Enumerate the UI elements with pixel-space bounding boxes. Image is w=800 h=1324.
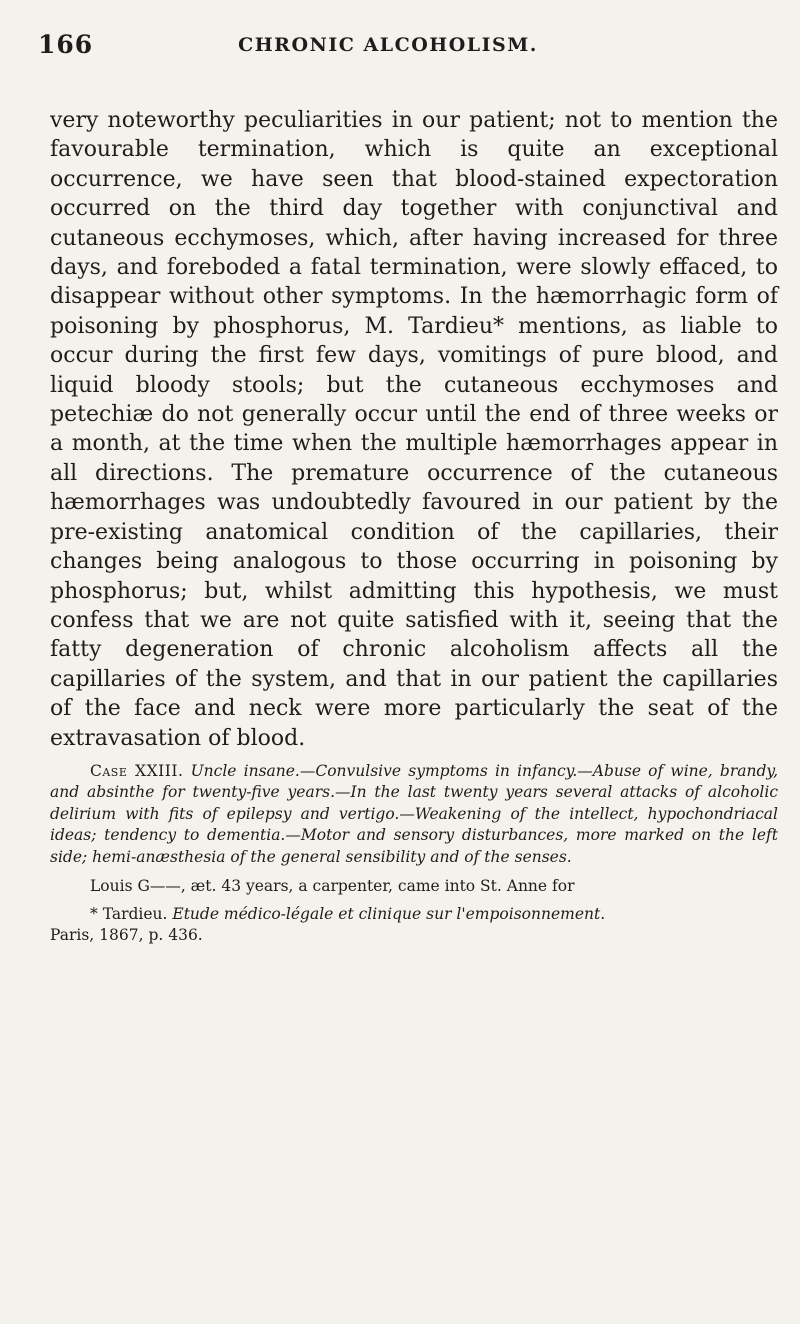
footnote-entry [50, 904, 778, 946]
case-heading [50, 761, 778, 869]
running-title: CHRONIC ALCOHOLISM. [238, 34, 538, 56]
case-report [50, 761, 778, 898]
footnote-citation: Paris, 1867, p. 436. [50, 925, 203, 944]
footnote-author: Tardieu. [102, 904, 168, 923]
case-label: Case XXIII. [90, 761, 184, 780]
footnote-marker: * [90, 904, 98, 923]
footnote [50, 904, 778, 946]
book-page [38, 30, 778, 946]
footnote-work: Etude médico-légale et clinique sur l'empoisonnement. [172, 904, 606, 923]
page-number: 166 [38, 30, 94, 59]
case-title: Uncle insane.—Convulsive symptoms in infancy.—Abuse of wine, brandy, and absinthe for twenty-five years.—In the last twenty years several attacks of alcoholic delirium with fits of epilepsy and vertigo.—Weakening of the intellect, hypochondriacal ideas; tendency to dementia.—Motor and sensory disturbances, more marked on the left side; hemi-anæsthesia of the general sensibility and of the senses. [50, 761, 779, 866]
page-header [38, 30, 778, 70]
body-text [50, 106, 778, 753]
case-text: Louis G——, æt. 43 years, a carpenter, came into St. Anne for [90, 877, 575, 896]
body-paragraph: very noteworthy peculiarities in our patient; not to mention the favourable termination, which is quite an exceptional occurrence, we have seen that blood-stained expectoration occurred on the third day together with conjunctival and cutaneous ecchymoses, which, after having increased for three days, and foreboded a fatal termination, were slowly effaced, to disappear without other symptoms. In the hæmorrhagic form of poisoning by phosphorus, M. Tardieu* mentions, as liable to occur during the first few days, vomitings of pure blood, and liquid bloody stools; but the cutaneous ecchymoses and petechiæ do not generally occur until the end of three weeks or a month, at the time when the multiple hæmorrhages appear in all directions. The premature occurrence of the cutaneous hæmorrhages was undoubtedly favoured in our patient by the pre-existing anatomical condition of the capillaries, their changes being analogous to those occurring in poisoning by phosphorus; but, whilst admitting this hypothesis, we must confess that we are not quite satisfied with it, seeing that the fatty degeneration of chronic alcoholism affects all the capillaries of the system, and that in our patient the capillaries of the face and neck were more particularly the seat of the extravasation of blood. [50, 108, 778, 751]
